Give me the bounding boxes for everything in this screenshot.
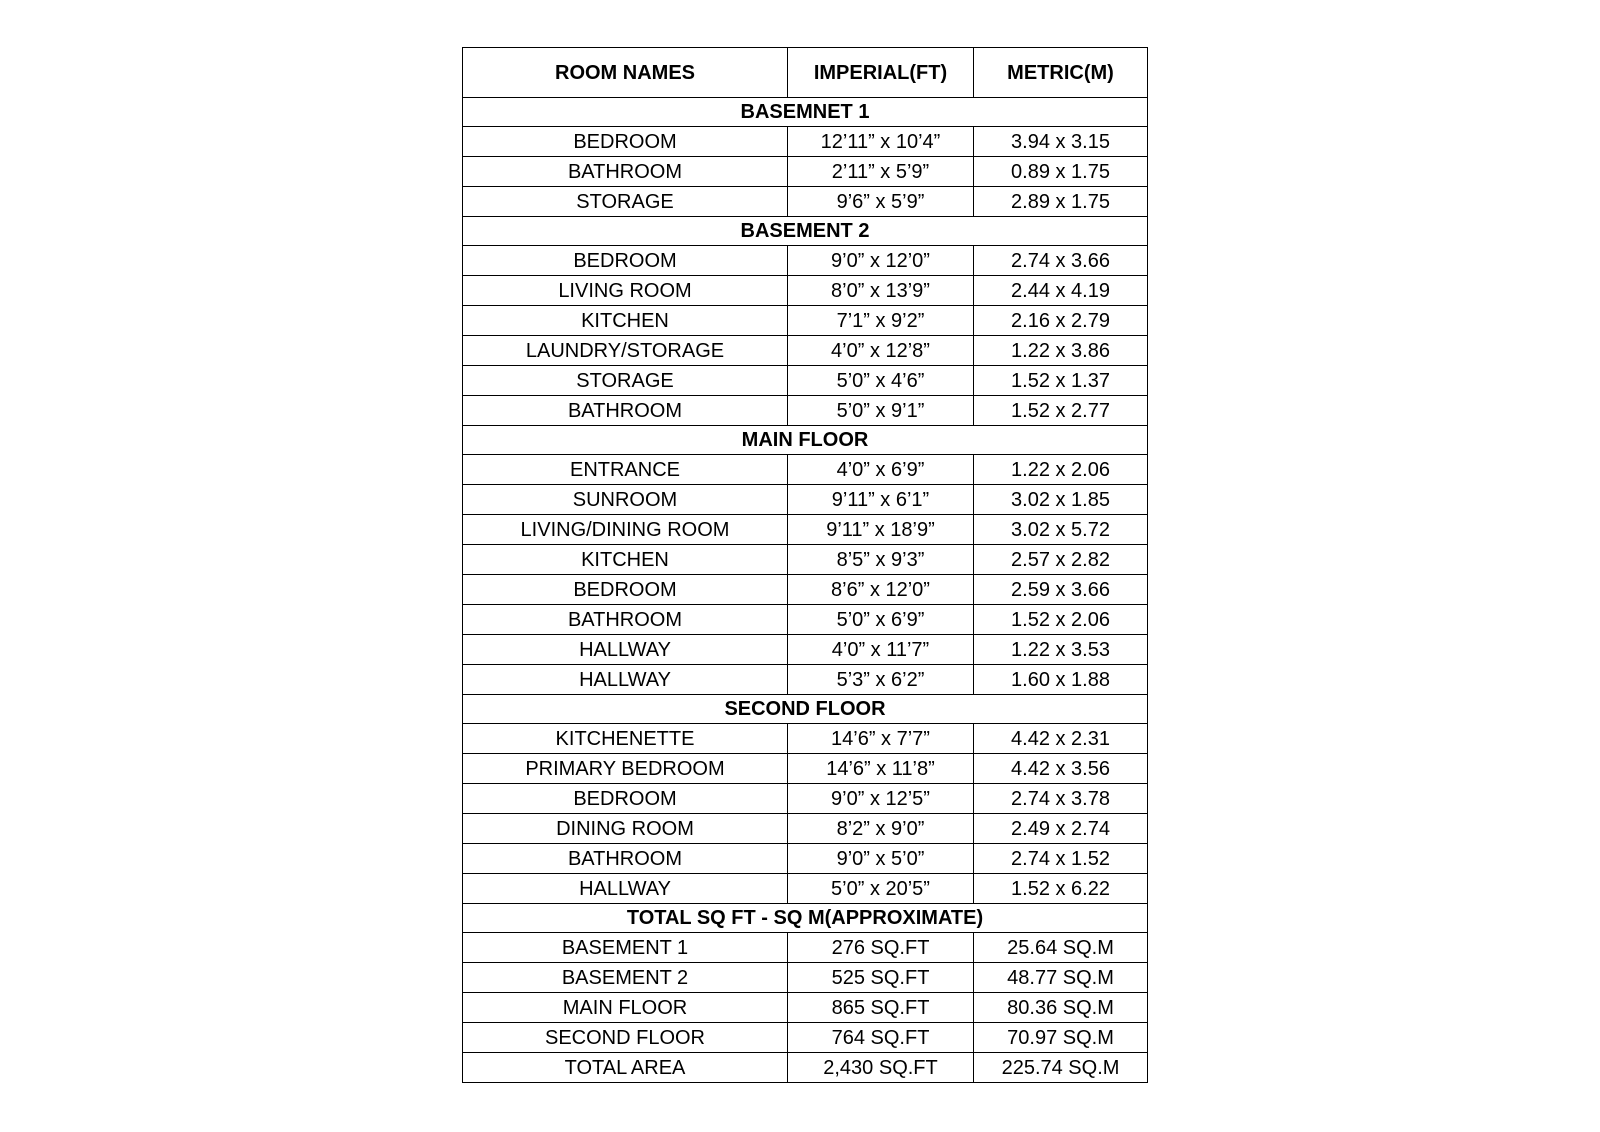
room-name-cell: STORAGE <box>463 366 788 396</box>
imperial-cell: 9’0” x 12’0” <box>788 246 974 276</box>
room-name-cell: HALLWAY <box>463 874 788 904</box>
metric-cell: 2.74 x 3.78 <box>974 784 1148 814</box>
metric-cell: 3.02 x 5.72 <box>974 515 1148 545</box>
imperial-cell: 14’6” x 11’8” <box>788 754 974 784</box>
metric-cell: 1.52 x 2.77 <box>974 396 1148 426</box>
room-name-cell: BATHROOM <box>463 157 788 187</box>
table-row <box>463 336 1148 366</box>
room-name-cell: HALLWAY <box>463 635 788 665</box>
metric-cell: 70.97 SQ.M <box>974 1023 1148 1053</box>
imperial-cell: 5’0” x 20’5” <box>788 874 974 904</box>
room-name-cell: LIVING/DINING ROOM <box>463 515 788 545</box>
imperial-cell: 9’11” x 6’1” <box>788 485 974 515</box>
metric-cell: 1.52 x 2.06 <box>974 605 1148 635</box>
metric-cell: 1.60 x 1.88 <box>974 665 1148 695</box>
metric-cell: 2.59 x 3.66 <box>974 575 1148 605</box>
room-name-cell: LIVING ROOM <box>463 276 788 306</box>
room-name-cell: BEDROOM <box>463 784 788 814</box>
imperial-cell: 8’6” x 12’0” <box>788 575 974 605</box>
room-name-cell: BATHROOM <box>463 605 788 635</box>
imperial-cell: 5’0” x 4’6” <box>788 366 974 396</box>
metric-cell: 2.74 x 1.52 <box>974 844 1148 874</box>
imperial-cell: 12’11” x 10’4” <box>788 127 974 157</box>
table-row <box>463 306 1148 336</box>
room-dimensions-table <box>462 47 1148 1083</box>
metric-cell: 1.22 x 3.86 <box>974 336 1148 366</box>
imperial-cell: 14’6” x 7’7” <box>788 724 974 754</box>
metric-cell: 2.89 x 1.75 <box>974 187 1148 217</box>
imperial-cell: 9’0” x 12’5” <box>788 784 974 814</box>
imperial-cell: 4’0” x 12’8” <box>788 336 974 366</box>
room-name-cell: LAUNDRY/STORAGE <box>463 336 788 366</box>
room-name-cell: PRIMARY BEDROOM <box>463 754 788 784</box>
table-row <box>463 635 1148 665</box>
table-row <box>463 605 1148 635</box>
room-name-cell: KITCHEN <box>463 306 788 336</box>
imperial-cell: 5’0” x 6’9” <box>788 605 974 635</box>
table-row <box>463 127 1148 157</box>
section-heading-row <box>463 695 1148 724</box>
section-title: SECOND FLOOR <box>463 695 1148 724</box>
room-name-cell: BEDROOM <box>463 575 788 605</box>
metric-cell: 4.42 x 2.31 <box>974 724 1148 754</box>
imperial-cell: 9’0” x 5’0” <box>788 844 974 874</box>
metric-cell: 1.52 x 6.22 <box>974 874 1148 904</box>
metric-cell: 2.57 x 2.82 <box>974 545 1148 575</box>
imperial-cell: 4’0” x 11’7” <box>788 635 974 665</box>
room-name-cell: MAIN FLOOR <box>463 993 788 1023</box>
imperial-cell: 5’3” x 6’2” <box>788 665 974 695</box>
table-row <box>463 1053 1148 1083</box>
table-body <box>463 48 1148 1083</box>
imperial-cell: 8’0” x 13’9” <box>788 276 974 306</box>
section-heading-row <box>463 98 1148 127</box>
imperial-cell: 2,430 SQ.FT <box>788 1053 974 1083</box>
metric-cell: 48.77 SQ.M <box>974 963 1148 993</box>
header-room-names: ROOM NAMES <box>463 48 788 98</box>
metric-cell: 1.22 x 2.06 <box>974 455 1148 485</box>
imperial-cell: 865 SQ.FT <box>788 993 974 1023</box>
table-row <box>463 844 1148 874</box>
imperial-cell: 7’1” x 9’2” <box>788 306 974 336</box>
room-name-cell: KITCHEN <box>463 545 788 575</box>
room-name-cell: DINING ROOM <box>463 814 788 844</box>
room-name-cell: SUNROOM <box>463 485 788 515</box>
metric-cell: 0.89 x 1.75 <box>974 157 1148 187</box>
table-row <box>463 515 1148 545</box>
table-row <box>463 575 1148 605</box>
imperial-cell: 525 SQ.FT <box>788 963 974 993</box>
table-row <box>463 963 1148 993</box>
header-metric: METRIC(M) <box>974 48 1148 98</box>
imperial-cell: 4’0” x 6’9” <box>788 455 974 485</box>
metric-cell: 80.36 SQ.M <box>974 993 1148 1023</box>
imperial-cell: 764 SQ.FT <box>788 1023 974 1053</box>
imperial-cell: 276 SQ.FT <box>788 933 974 963</box>
room-name-cell: BATHROOM <box>463 844 788 874</box>
room-name-cell: HALLWAY <box>463 665 788 695</box>
metric-cell: 4.42 x 3.56 <box>974 754 1148 784</box>
table-row <box>463 396 1148 426</box>
table-row <box>463 933 1148 963</box>
room-name-cell: BASEMENT 2 <box>463 963 788 993</box>
section-title: MAIN FLOOR <box>463 426 1148 455</box>
room-name-cell: ENTRANCE <box>463 455 788 485</box>
imperial-cell: 5’0” x 9’1” <box>788 396 974 426</box>
metric-cell: 2.16 x 2.79 <box>974 306 1148 336</box>
table-row <box>463 1023 1148 1053</box>
metric-cell: 25.64 SQ.M <box>974 933 1148 963</box>
table-row <box>463 485 1148 515</box>
table-row <box>463 187 1148 217</box>
metric-cell: 2.74 x 3.66 <box>974 246 1148 276</box>
room-name-cell: BASEMENT 1 <box>463 933 788 963</box>
room-name-cell: BEDROOM <box>463 127 788 157</box>
section-heading-row <box>463 904 1148 933</box>
table-row <box>463 874 1148 904</box>
imperial-cell: 2’11” x 5’9” <box>788 157 974 187</box>
metric-cell: 3.94 x 3.15 <box>974 127 1148 157</box>
room-name-cell: SECOND FLOOR <box>463 1023 788 1053</box>
section-heading-row <box>463 426 1148 455</box>
table-row <box>463 665 1148 695</box>
metric-cell: 1.22 x 3.53 <box>974 635 1148 665</box>
room-name-cell: BEDROOM <box>463 246 788 276</box>
table-row <box>463 366 1148 396</box>
table-row <box>463 784 1148 814</box>
metric-cell: 3.02 x 1.85 <box>974 485 1148 515</box>
metric-cell: 225.74 SQ.M <box>974 1053 1148 1083</box>
table-row <box>463 157 1148 187</box>
section-title: TOTAL SQ FT - SQ M(APPROXIMATE) <box>463 904 1148 933</box>
room-name-cell: STORAGE <box>463 187 788 217</box>
section-title: BASEMNET 1 <box>463 98 1148 127</box>
imperial-cell: 8’5” x 9’3” <box>788 545 974 575</box>
metric-cell: 2.49 x 2.74 <box>974 814 1148 844</box>
table-row <box>463 993 1148 1023</box>
table-row <box>463 276 1148 306</box>
table-row <box>463 246 1148 276</box>
table-row <box>463 455 1148 485</box>
metric-cell: 2.44 x 4.19 <box>974 276 1148 306</box>
section-title: BASEMENT 2 <box>463 217 1148 246</box>
table-row <box>463 724 1148 754</box>
imperial-cell: 8’2” x 9’0” <box>788 814 974 844</box>
imperial-cell: 9’11” x 18’9” <box>788 515 974 545</box>
table-header-row <box>463 48 1148 98</box>
table-row <box>463 754 1148 784</box>
room-name-cell: BATHROOM <box>463 396 788 426</box>
metric-cell: 1.52 x 1.37 <box>974 366 1148 396</box>
imperial-cell: 9’6” x 5’9” <box>788 187 974 217</box>
table-row <box>463 545 1148 575</box>
header-imperial: IMPERIAL(FT) <box>788 48 974 98</box>
room-name-cell: KITCHENETTE <box>463 724 788 754</box>
room-name-cell: TOTAL AREA <box>463 1053 788 1083</box>
table-row <box>463 814 1148 844</box>
section-heading-row <box>463 217 1148 246</box>
